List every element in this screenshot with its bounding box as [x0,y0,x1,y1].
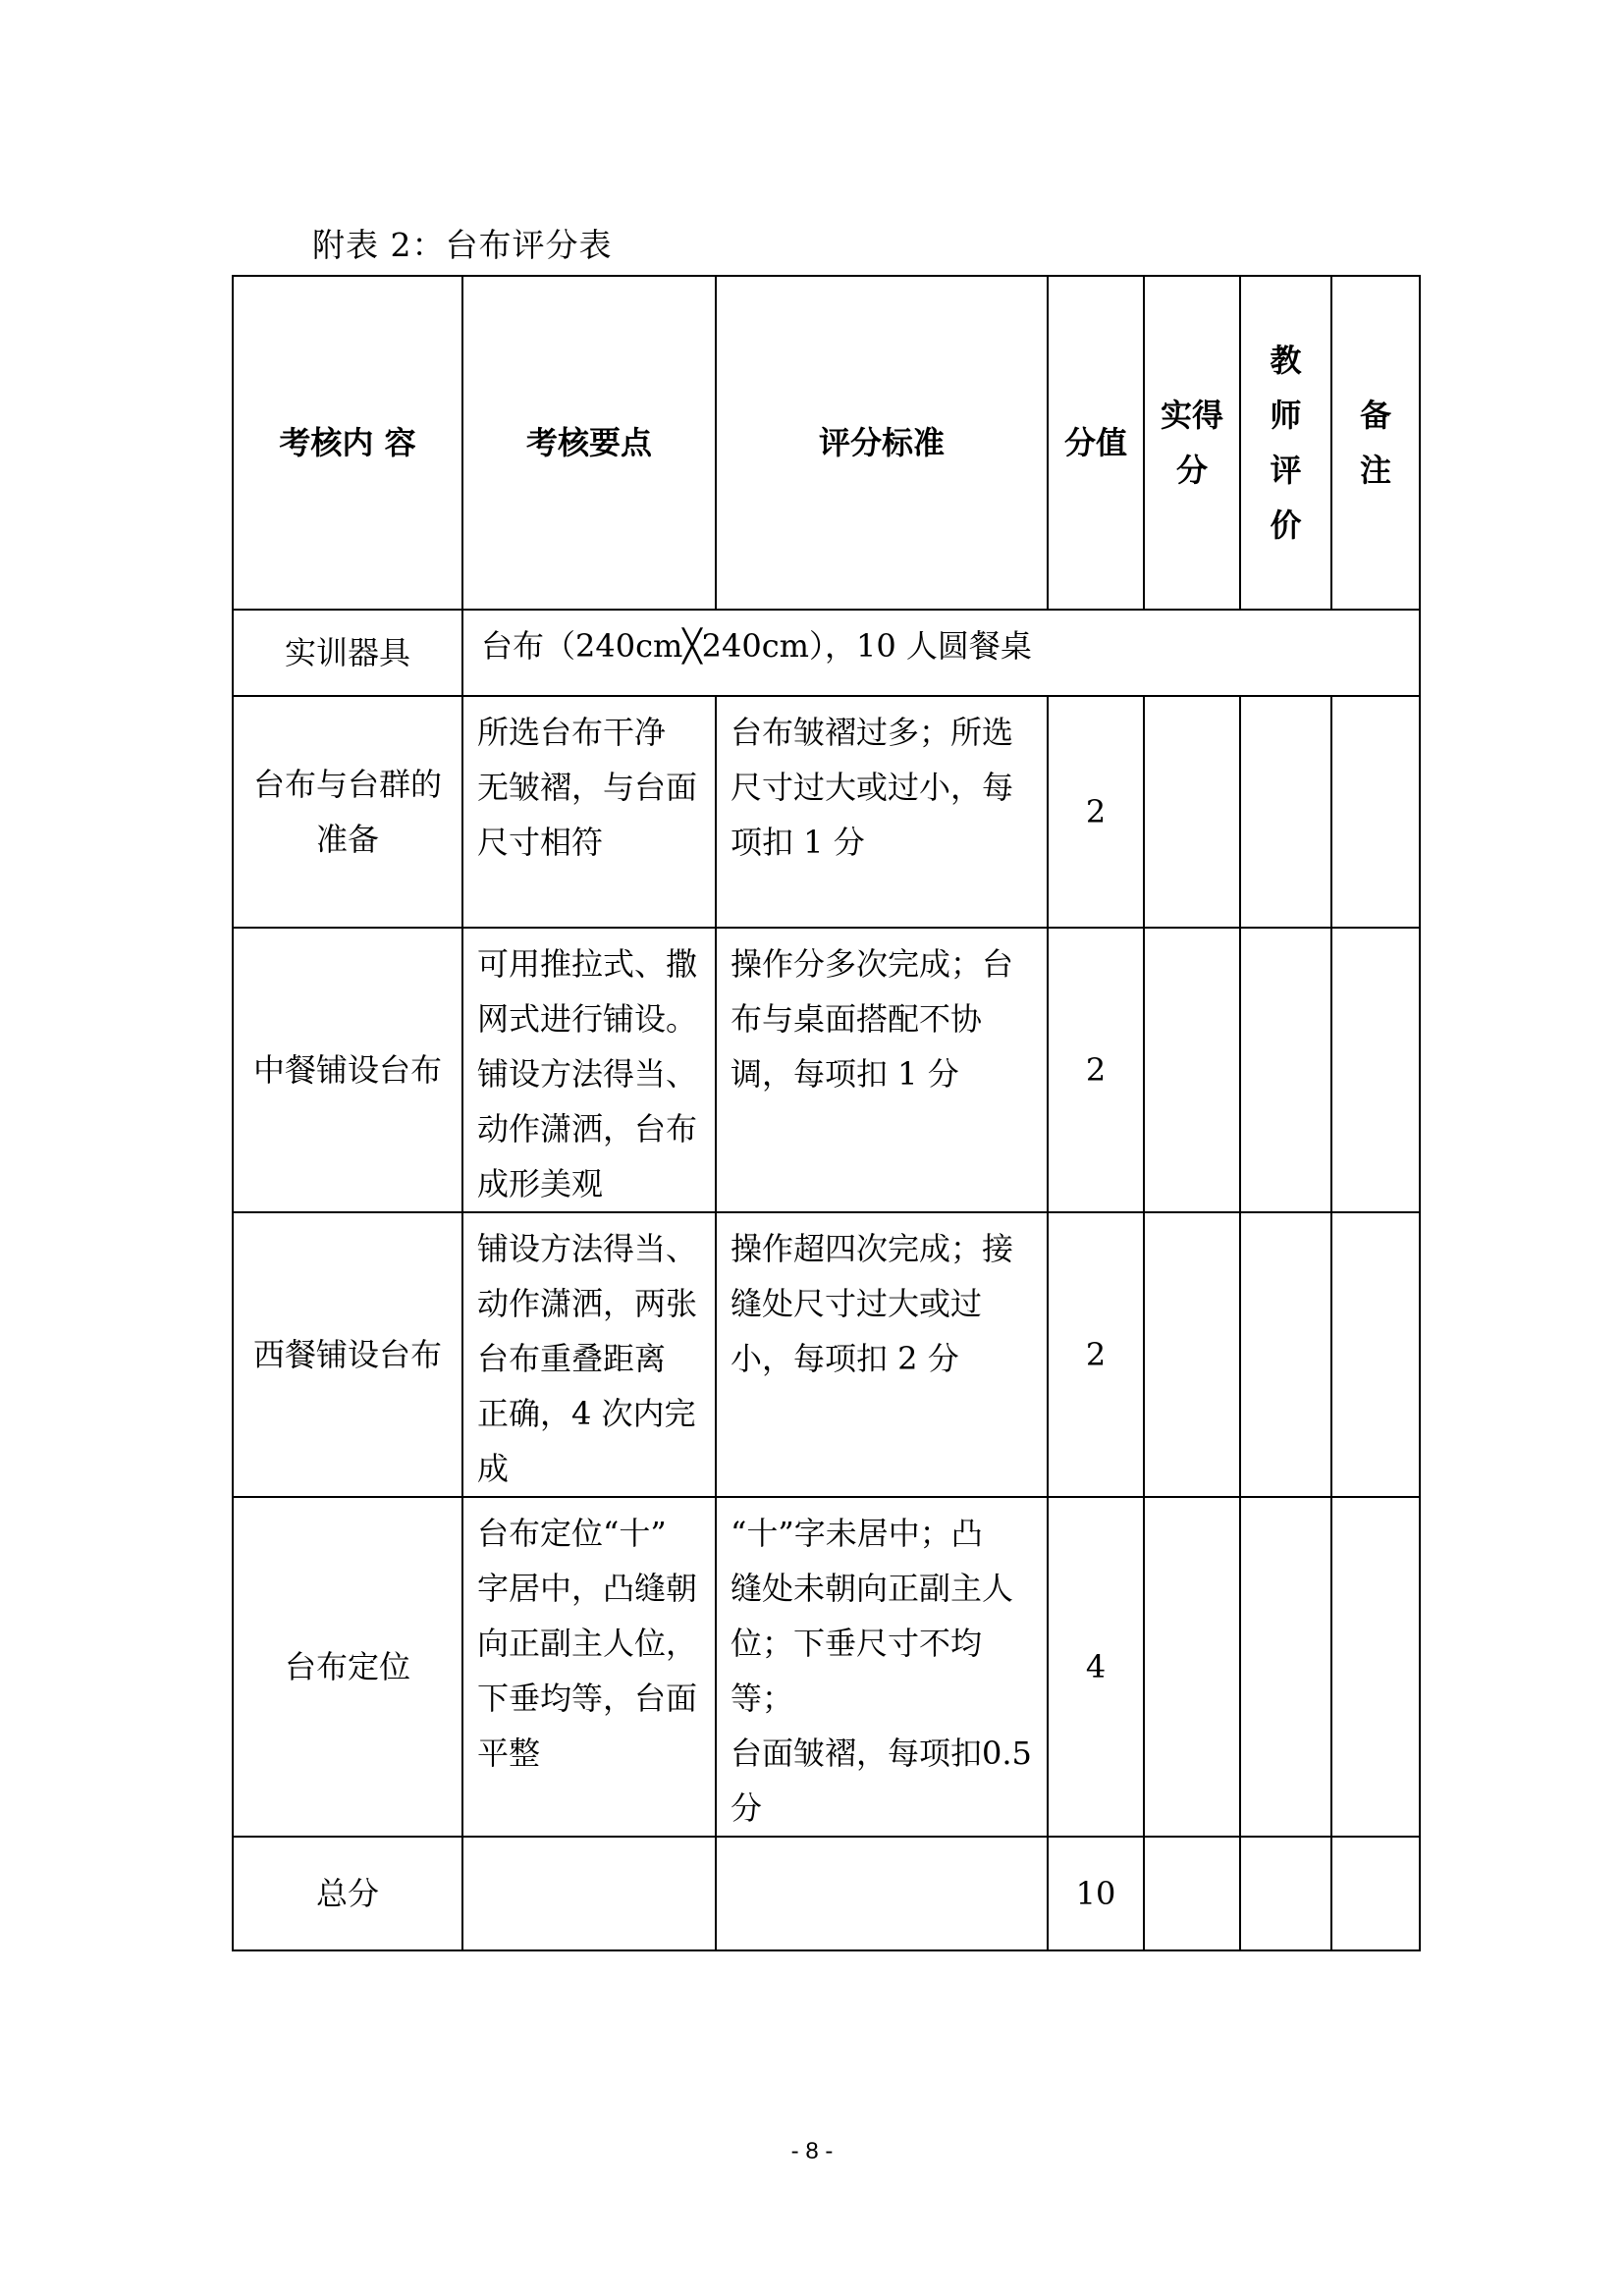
remark-cell[interactable] [1331,928,1420,1212]
header-points: 考核要点 [462,276,716,610]
table-row [233,696,1420,928]
header-criteria: 评分标准 [716,276,1048,610]
total-row [233,1837,1420,1950]
row-content-line: 台布定位 [284,1648,410,1685]
equipment-label: 实训器具 [233,610,462,696]
row-points-line: 正确，4 次内完 [477,1395,696,1432]
teacher-eval-cell[interactable] [1240,1497,1331,1837]
header-teacher-line: 师 [1270,397,1302,434]
header-score: 分值 [1048,276,1144,610]
row-criteria [716,928,1048,1212]
header-actual-line: 实得 [1160,397,1223,434]
row-criteria-line: 尺寸过大或过小，每 [731,769,1014,806]
row-criteria-line: 台面皱褶，每项扣0.5 [731,1735,1032,1772]
equipment-row [233,610,1420,696]
teacher-eval-cell[interactable] [1240,928,1331,1212]
row-points-line: 台布重叠距离 [477,1340,667,1377]
header-row [233,276,1420,610]
row-points-line: 可用推拉式、撒 [477,945,698,983]
row-points [462,928,716,1212]
row-points-line: 无皱褶，与台面 [477,769,698,806]
row-score: 2 [1048,928,1144,1212]
row-content [233,1497,462,1837]
row-criteria-line: 位；下垂尺寸不均等； [731,1625,983,1717]
total-empty-cell [462,1837,716,1950]
row-points [462,1497,716,1837]
row-content-line: 中餐铺设台布 [252,1051,442,1089]
remark-cell[interactable] [1331,1212,1420,1497]
total-teacher-cell[interactable] [1240,1837,1331,1950]
row-content-line: 台布与台群的 [252,766,442,803]
actual-score-cell[interactable] [1144,696,1240,928]
actual-score-cell[interactable] [1144,1212,1240,1497]
scoring-table [232,275,1421,1951]
row-content [233,1212,462,1497]
row-points-line: 动作潇洒，两张 [477,1285,698,1322]
table-row [233,1497,1420,1837]
row-score: 2 [1048,1212,1144,1497]
header-actual [1144,276,1240,610]
header-content: 考核内 容 [233,276,462,610]
row-points-line: 所选台布干净 [477,714,667,751]
row-points-line: 成 [477,1450,510,1487]
row-points-line: 台布定位“十” [477,1515,667,1552]
header-teacher-line: 评 [1270,452,1302,489]
row-criteria-line: 缝处尺寸过大或过 [731,1285,983,1322]
row-points-line: 字居中，凸缝朝 [477,1570,698,1607]
row-content-line: 西餐铺设台布 [252,1336,442,1373]
teacher-eval-cell[interactable] [1240,696,1331,928]
remark-cell[interactable] [1331,696,1420,928]
table-row [233,928,1420,1212]
row-score: 2 [1048,696,1144,928]
row-criteria [716,1212,1048,1497]
row-criteria [716,1497,1048,1837]
header-teacher [1240,276,1331,610]
row-criteria-line: 布与桌面搭配不协 [731,1000,983,1038]
row-points-line: 铺设方法得当、 [477,1230,698,1267]
header-teacher-line: 价 [1270,507,1302,544]
row-criteria-line: 操作分多次完成；台 [731,945,1014,983]
row-score: 4 [1048,1497,1144,1837]
row-criteria-line: 缝处未朝向正副主人 [731,1570,1014,1607]
header-remark-line: 注 [1359,452,1391,489]
total-empty-cell [716,1837,1048,1950]
header-teacher-line: 教 [1270,342,1302,379]
header-actual-line: 分 [1175,452,1208,489]
row-points-line: 动作潇洒，台布 [477,1110,698,1148]
header-remark [1331,276,1420,610]
row-points-line: 向正副主人位， [477,1625,698,1662]
row-points-line: 网式进行铺设。 [477,1000,698,1038]
row-points-line: 尺寸相符 [477,824,604,861]
row-points [462,1212,716,1497]
equipment-value: 台布（240cm╳240cm），10 人圆餐桌 [462,610,1420,696]
page-number: - 8 - [790,2138,834,2164]
row-criteria-line: 分 [731,1789,763,1827]
row-content [233,696,462,928]
row-points-line: 成形美观 [477,1165,604,1202]
actual-score-cell[interactable] [1144,1497,1240,1837]
row-criteria-line: “十”字未居中；凸 [731,1515,983,1552]
actual-score-cell[interactable] [1144,928,1240,1212]
row-criteria-line: 调，每项扣 1 分 [731,1055,959,1093]
row-points [462,696,716,928]
row-criteria-line: 操作超四次完成；接 [731,1230,1014,1267]
total-actual-cell[interactable] [1144,1837,1240,1950]
row-content-line: 准备 [315,821,379,858]
total-score: 10 [1048,1837,1144,1950]
teacher-eval-cell[interactable] [1240,1212,1331,1497]
remark-cell[interactable] [1331,1497,1420,1837]
total-remark-cell[interactable] [1331,1837,1420,1950]
row-criteria-line: 项扣 1 分 [731,824,865,861]
row-content [233,928,462,1212]
table-row [233,1212,1420,1497]
row-points-line: 铺设方法得当、 [477,1055,698,1093]
row-points-line: 下垂均等，台面 [477,1680,698,1717]
row-criteria-line: 小，每项扣 2 分 [731,1340,959,1377]
row-criteria-line: 台布皱褶过多；所选 [731,714,1014,751]
header-remark-line: 备 [1359,397,1391,434]
table-caption: 附表 2：台布评分表 [312,226,613,264]
total-label: 总分 [233,1837,462,1950]
row-points-line: 平整 [477,1735,541,1772]
row-criteria [716,696,1048,928]
